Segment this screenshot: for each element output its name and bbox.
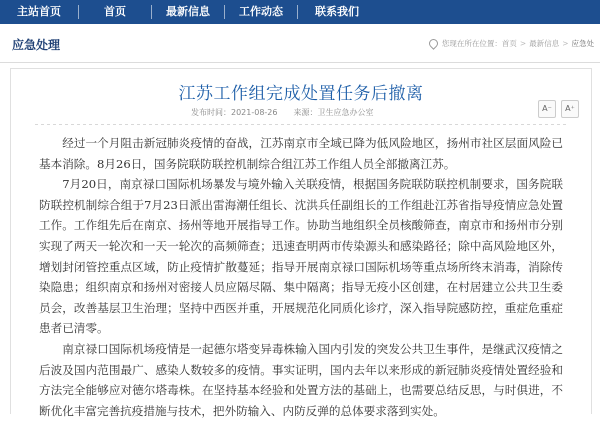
article-source: 来源：卫生应急办公室 (293, 108, 374, 117)
nav-item-latest-info[interactable]: 最新信息 (166, 5, 210, 18)
breadcrumb-current[interactable]: 应急处 (571, 39, 594, 48)
article-title: 江苏工作组完成处置任务后撤离 (178, 84, 424, 104)
publish-date: 发布时间：2021-08-26 (191, 108, 278, 117)
nav-item-main-site[interactable]: 主站首页 (17, 5, 61, 18)
article-paragraph: 7月20日，南京禄口国际机场暴发与境外输入关联疫情，根据国务院联防联控机制要求，国务院联防联控机制综合组于7月23日派出雷海潮任组长、沈洪兵任副组长的工作组赴江苏省指导疫情应急处置工作。工作组先后在南京、扬州等地开展指导工作。协助当地组织全员核酸筛查，南京市和扬州市分别实现了两天一轮次和一天一轮次的高频筛查；迅速查明两市传染源头和感染路径；除中高风险地区外，增划封闭管控重点区域，防止疫情扩散蔓延；指导开展南京禄口国际机场等重点场所终末消毒，消除传染隐患；组织南京和扬州对密接人员应隔尽隔、集中隔离；指导无疫小区创建，在村居建立公共卫生委员会，改善基层卫生治理；坚持中西医并重，开展规范化同质化诊疗，深入指导院感防控，重症危重症患者已清零。 (39, 177, 563, 336)
nav-item-contact-us[interactable]: 联系我们 (315, 5, 359, 18)
section-title: 应急处理 (12, 38, 61, 52)
breadcrumb-separator: > (562, 39, 569, 48)
breadcrumb-separator: > (519, 39, 527, 48)
title-divider (35, 124, 567, 125)
font-size-tools (538, 100, 579, 118)
article-body (39, 133, 563, 421)
font-smaller-button[interactable]: A⁻ (538, 100, 556, 118)
section-header (0, 24, 600, 63)
article-card (10, 68, 592, 418)
article-paragraph: 经过一个月阻击新冠肺炎疫情的奋战，江苏南京市全域已降为低风险地区，扬州市社区层面风险已基本消除。8月26日，国务院联防联控机制综合组江苏工作组人员全部撤离江苏。 (39, 136, 563, 171)
font-larger-button[interactable]: A⁺ (561, 100, 579, 118)
nav-item-work-news[interactable]: 工作动态 (239, 5, 283, 18)
nav-item-home[interactable]: 首页 (104, 5, 126, 18)
article-meta (191, 107, 374, 118)
breadcrumb (429, 38, 594, 49)
location-pin-icon (427, 37, 440, 50)
breadcrumb-prefix: 您现在所在位置： (441, 39, 502, 48)
breadcrumb-link-latest[interactable]: 最新信息 (529, 39, 560, 48)
breadcrumb-link-home[interactable]: 首页 (501, 39, 517, 48)
top-nav (0, 0, 600, 24)
article-paragraph: 南京禄口国际机场疫情是一起德尔塔变异毒株输入国内引发的突发公共卫生事件，是继武汉疫情之后波及国内范围最广、感染人数较多的疫情。事实证明，国内去年以来形成的新冠肺炎疫情处置经验和方法完全能够应对德尔塔毒株。在坚持基本经验和处置方法的基础上，也需要总结反思，与时俱进，不断优化丰富完善抗疫措施与技术，把外防输入、内防反弹的总体要求落到实处。 (39, 341, 563, 418)
